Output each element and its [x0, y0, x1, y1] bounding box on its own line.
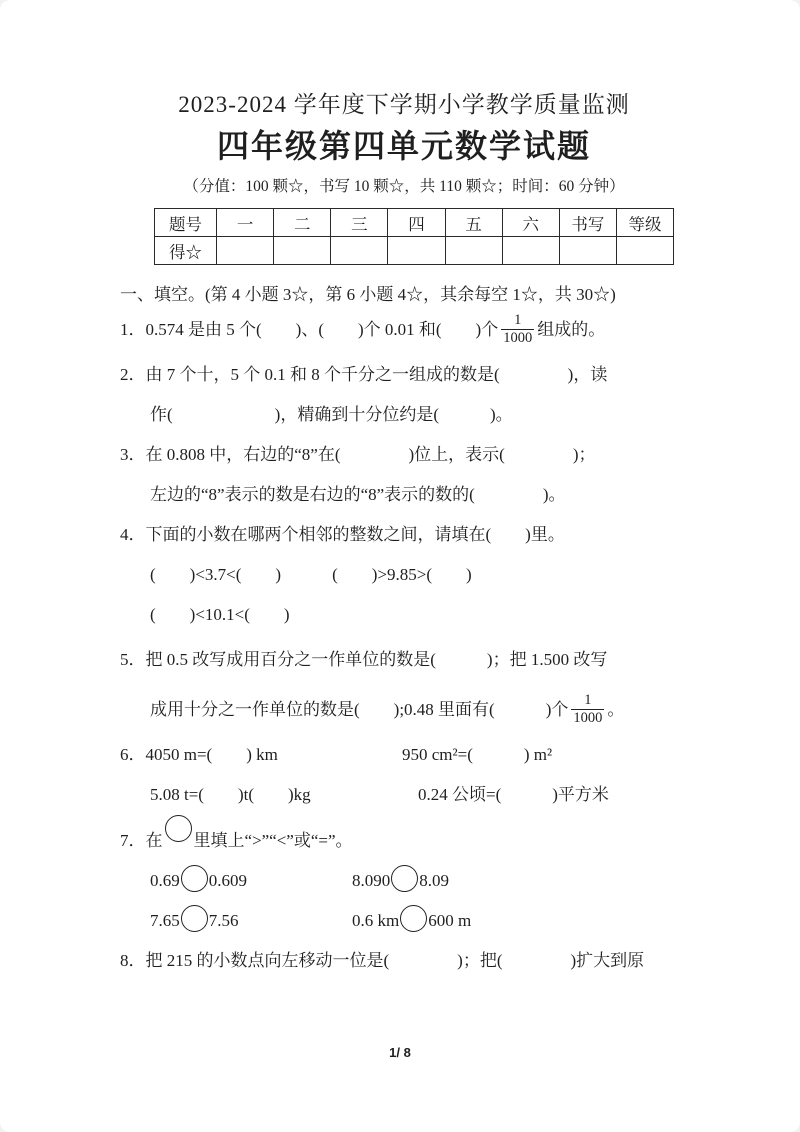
- question-8-line-1: 8．把 215 的小数点向左移动一位是( )；把( )扩大到原: [120, 951, 645, 970]
- question-6-conversion: 0.24 公顷=( )平方米: [418, 785, 609, 804]
- score-cell-empty: [616, 237, 673, 265]
- fraction-denominator: 1000: [573, 709, 603, 726]
- compare-value: 7.65: [150, 911, 180, 930]
- question-4-line-1: 4．下面的小数在哪两个相邻的整数之间，请填在( )里。: [120, 525, 565, 544]
- question-5-line-2: [120, 685, 688, 735]
- compare-value: 0.69: [150, 871, 180, 890]
- question-5: [120, 635, 688, 735]
- circle-icon: [165, 815, 192, 842]
- question-6-conversion: 5.08 t=( )t( )kg: [150, 785, 311, 804]
- question-7: [120, 815, 688, 941]
- score-table-header-cell: 书写: [559, 209, 616, 237]
- question-2-line-2: 作( )，精确到十分位约是( )。: [150, 405, 513, 424]
- score-cell-empty: [388, 237, 445, 265]
- question-8: [120, 941, 688, 981]
- score-table-header-cell: 一: [217, 209, 274, 237]
- compare-pair: [352, 901, 471, 941]
- fraction-1-1000: [571, 692, 604, 726]
- question-1: [120, 305, 688, 355]
- question-6-line-1: [120, 735, 688, 775]
- question-3-line-2: 左边的“8”表示的数是右边的“8”表示的数的( )。: [150, 485, 566, 504]
- compare-value: 8.090: [352, 871, 391, 890]
- question-7-text: 里填上“>”“<”或“=”。: [193, 831, 353, 850]
- circle-icon: [181, 865, 208, 892]
- score-table-header-cell: 四: [388, 209, 445, 237]
- question-7-compare-row: [120, 901, 688, 941]
- question-6-line-2: [120, 775, 688, 815]
- compare-value: 0.6 km: [352, 911, 400, 930]
- question-1-text: 1．0.574 是由 5 个( )、( )个 0.01 和( )个: [120, 320, 499, 339]
- question-2: [120, 355, 688, 435]
- page-title: 四年级第四单元数学试题: [216, 128, 591, 164]
- question-2-line-1: 2．由 7 个十，5 个 0.1 和 8 个千分之一组成的数是( )，读: [120, 365, 608, 384]
- question-5-text: 成用十分之一作单位的数是( );0.48 里面有( )个: [150, 700, 569, 719]
- question-4-line-2: ( )<3.7<( ) ( )>9.85>( ): [150, 565, 472, 584]
- score-cell-empty: [559, 237, 616, 265]
- score-cell-empty: [445, 237, 502, 265]
- score-cell-empty: [217, 237, 274, 265]
- question-4-line-3: ( )<10.1<( ): [150, 605, 290, 624]
- question-6-conversion: 6．4050 m=( ) km: [120, 745, 278, 764]
- compare-pair: [150, 861, 352, 901]
- score-table-header-cell: 题号: [155, 209, 217, 237]
- question-7-text: 7．在: [120, 831, 163, 850]
- question-3: [120, 435, 688, 515]
- circle-icon: [181, 905, 208, 932]
- question-1-line: [120, 305, 688, 355]
- compare-value: 0.609: [208, 871, 247, 890]
- score-table-header-cell: 五: [445, 209, 502, 237]
- fraction-denominator: 1000: [503, 329, 533, 346]
- question-7-line-1: [120, 815, 688, 861]
- fraction-numerator: 1: [501, 312, 534, 330]
- score-table-score-row: [155, 237, 674, 265]
- page-number: 1/ 8: [389, 1045, 411, 1060]
- question-6: [120, 735, 688, 815]
- question-5-text: 。: [607, 700, 625, 719]
- score-table-header-cell: 三: [331, 209, 388, 237]
- score-table-header-cell: 等级: [616, 209, 673, 237]
- fraction-numerator: 1: [571, 692, 604, 710]
- score-table: [154, 208, 674, 265]
- score-cell-empty: [331, 237, 388, 265]
- question-5-line-1: 5．把 0.5 改写成用百分之一作单位的数是( )；把 1.500 改写: [120, 650, 608, 669]
- compare-value: 7.56: [208, 911, 239, 930]
- paper-header: [120, 86, 688, 196]
- compare-value: 600 m: [428, 911, 472, 930]
- question-1-text: 组成的。: [537, 320, 606, 339]
- circle-icon: [391, 865, 418, 892]
- question-7-compare-row: [120, 861, 688, 901]
- score-cell-empty: [274, 237, 331, 265]
- score-table-header-row: [155, 209, 674, 237]
- compare-pair: [352, 861, 449, 901]
- compare-pair: [150, 901, 352, 941]
- exam-scoring-info: （分值：100 颗☆，书写 10 颗☆，共 110 颗☆；时间：60 分钟）: [183, 178, 625, 195]
- score-table-header-cell: 二: [274, 209, 331, 237]
- section-1-heading: 一、填空。(第 4 小题 3☆，第 6 小题 4☆，其余每空 1☆，共 30☆): [120, 285, 616, 304]
- score-table-header-cell: 六: [502, 209, 559, 237]
- score-cell-empty: [502, 237, 559, 265]
- question-4: [120, 515, 688, 635]
- exam-session-title: 2023-2024 学年度下学期小学教学质量监测: [178, 92, 630, 117]
- fraction-1-1000: [501, 312, 534, 346]
- question-3-line-1: 3．在 0.808 中，右边的“8”在( )位上，表示( )；: [120, 445, 596, 464]
- score-row-label: 得☆: [155, 237, 217, 265]
- compare-value: 8.09: [419, 871, 449, 890]
- question-6-conversion: 950 cm²=( ) m²: [402, 745, 553, 764]
- circle-icon: [400, 905, 427, 932]
